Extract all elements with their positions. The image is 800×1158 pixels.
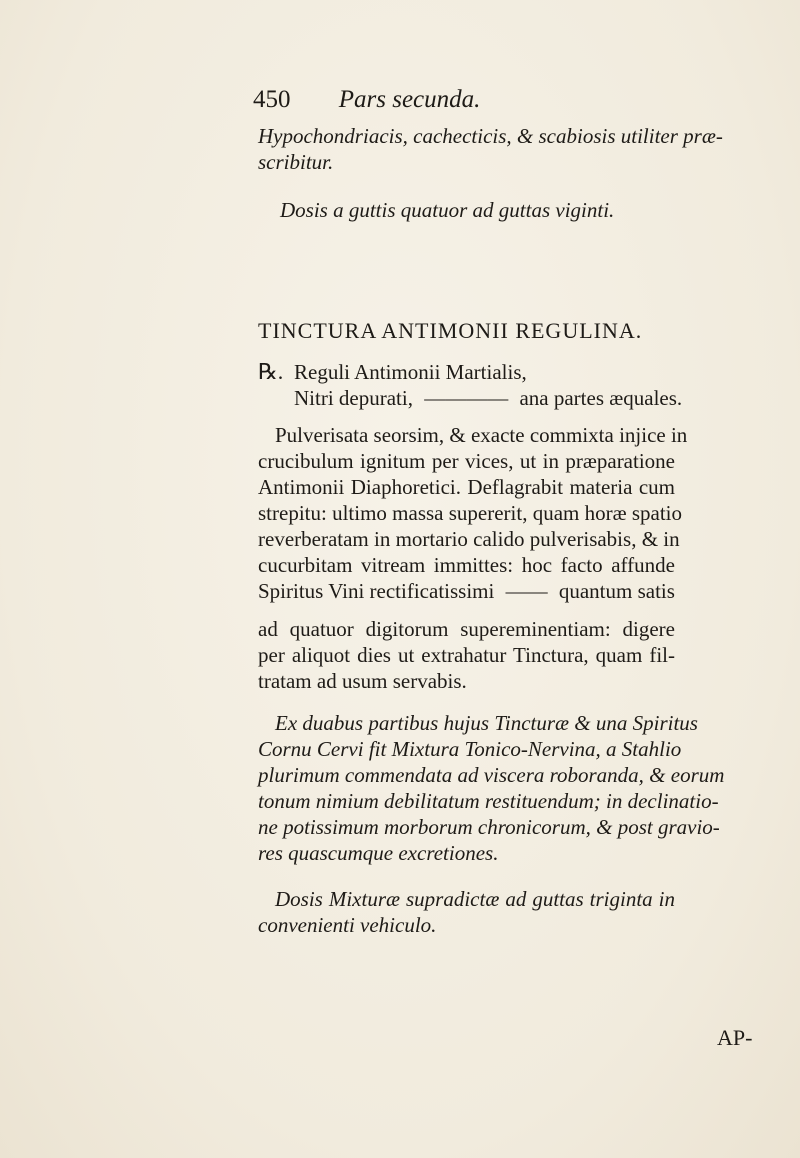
para2-line1: Pulverisata seorsim, & exacte commixta injice in bbox=[275, 423, 688, 447]
ingredient-2-name: Nitri depurati, bbox=[294, 386, 413, 410]
dose2-line2: convenienti vehiculo. bbox=[258, 913, 437, 937]
para2-line7-dash: —— bbox=[505, 579, 548, 603]
para1-line2: scribitur. bbox=[258, 150, 334, 174]
para2-line3: Antimonii Diaphoretici. Deflagrabit materia cum bbox=[258, 475, 675, 499]
para3-line1: Ex duabus partibus hujus Tincturæ & una Spiritus bbox=[275, 711, 698, 735]
para1-line1: Hypochondriacis, cachecticis, & scabiosis utiliter præ- bbox=[258, 124, 723, 148]
recipe-ingredient-2 bbox=[294, 385, 682, 411]
dose-line-1: Dosis a guttis quatuor ad guttas viginti. bbox=[280, 198, 615, 222]
para3-line6: res quascumque excretiones. bbox=[258, 841, 499, 865]
ingredient-2-dash: ———— bbox=[424, 386, 509, 410]
running-head: Pars secunda. bbox=[338, 86, 481, 113]
catchword: AP- bbox=[717, 1025, 753, 1050]
para2-line9: per aliquot dies ut extrahatur Tinctura, quam fil- bbox=[258, 643, 675, 667]
para3-line2: Cornu Cervi fit Mixtura Tonico-Nervina, a Stahlio bbox=[258, 737, 682, 761]
page-header bbox=[253, 86, 480, 114]
para2-line8: ad quatuor digitorum supereminentiam: digere bbox=[258, 617, 675, 641]
section-title: TINCTURA ANTIMONII REGULINA. bbox=[258, 318, 643, 343]
recipe-ingredient-1: Reguli Antimonii Martialis, bbox=[294, 360, 527, 384]
para2-line7-a: Spiritus Vini rectificatissimi bbox=[258, 579, 495, 603]
para2-line6: cucurbitam vitream immittes: hoc facto affunde bbox=[258, 553, 675, 577]
page-number: 450 bbox=[253, 86, 291, 113]
para3-line4: tonum nimium debilitatum restituendum; in declinatio- bbox=[258, 789, 719, 813]
para3-line3: plurimum commendata ad viscera roboranda, & eorum bbox=[258, 763, 725, 787]
para2-line10: tratam ad usum servabis. bbox=[258, 669, 467, 693]
para2-line7 bbox=[258, 578, 675, 604]
para2-line4: strepitu: ultimo massa supererit, quam horæ spatio bbox=[258, 501, 683, 525]
recipe-symbol: ℞. bbox=[258, 359, 284, 384]
para2-line2: crucibulum ignitum per vices, ut in præparatione bbox=[258, 449, 675, 473]
ingredient-2-quantity: ana partes æquales. bbox=[519, 386, 683, 410]
para2-line7-b: quantum satis bbox=[558, 579, 675, 603]
dose2-line1: Dosis Mixturæ supradictæ ad guttas triginta in bbox=[275, 887, 675, 911]
para3-line5: ne potissimum morborum chronicorum, & post gravio- bbox=[258, 815, 720, 839]
para2-line5: reverberatam in mortario calido pulverisabis, & in bbox=[258, 527, 680, 551]
